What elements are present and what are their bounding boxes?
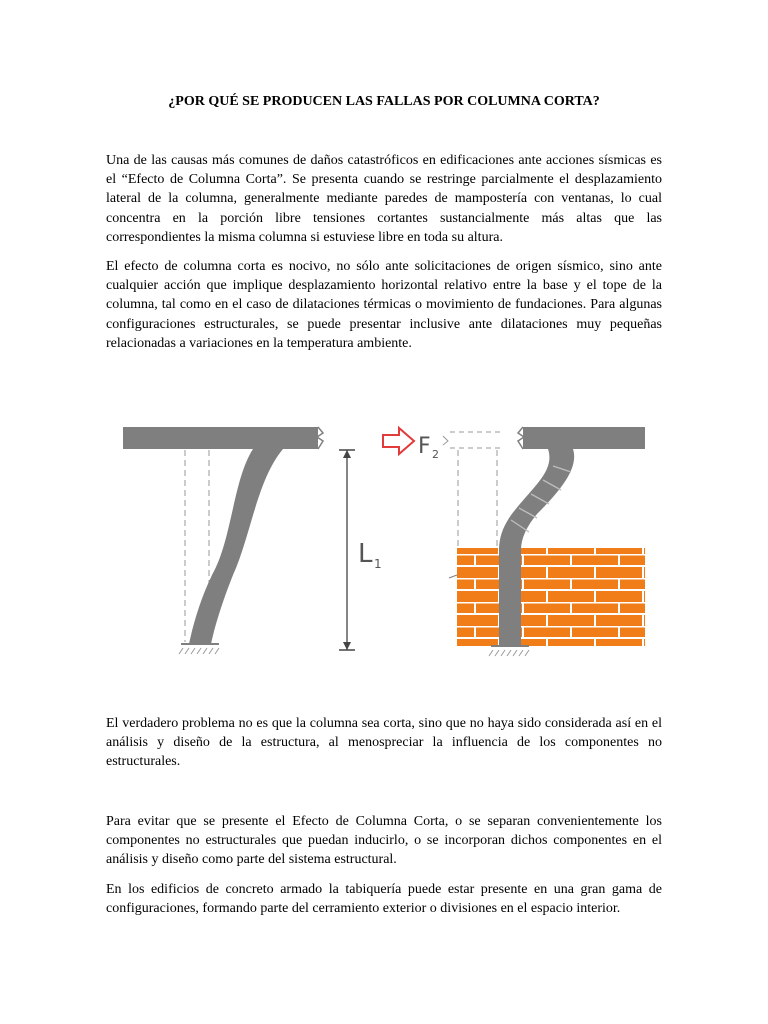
right-beam (523, 427, 645, 449)
paragraph-evitar: Para evitar que se presente el Efecto de Columna Corta, o se separan convenientemente los componentes no estructurales que puedan inducirlo, o se incorporan dichos componentes en el análisis y diseño como parte del sistema estructural. (106, 814, 662, 868)
right-column-lower (499, 548, 521, 646)
left-frame (123, 427, 323, 654)
brick-wall (457, 548, 645, 646)
right-short-column (499, 449, 574, 550)
short-column-figure (115, 410, 650, 672)
length-dimension (339, 450, 382, 650)
force-label-subscript: 2 (432, 448, 439, 461)
paragraph-intro: Una de las causas más comunes de daños catastróficos en edificaciones ante acciones sísmicas es el “Efecto de Columna Corta”. Se presenta cuando se restringe parcialmente el desplazamiento lateral de la columna, generalmente mediante paredes de mampostería con ventanas, lo cual concentra en la porción libre tensiones cortantes sustancialmente más altas que las correspondientes la misma columna si estuviese libre en toda su altura. (106, 153, 662, 245)
left-deformed-column (189, 449, 283, 644)
force-arrow-icon (383, 428, 414, 454)
force-label: F (418, 434, 431, 459)
paragraph-tabiqueria: En los edificios de concreto armado la tabiquería puede estar presente en una gran gama de configuraciones, formando parte del cerramiento exterior o divisiones en el espacio interior. (106, 882, 662, 917)
paragraph-nocivo: El efecto de columna corta es nocivo, no sólo ante solicitaciones de origen sísmico, sino ante cualquier acción que implique desplazamiento horizontal relativo entre la base y el tope de la columna, tal como en el caso de dilataciones térmicas o movimiento de fundaciones. Para algunas configuraciones estructurales, se puede presentar inclusive ante dilataciones muy pequeñas relacionadas a variaciones en la temperatura ambiente. (106, 259, 662, 351)
right-frame (383, 427, 645, 656)
length-label-subscript: 1 (374, 557, 382, 571)
left-beam (123, 427, 318, 449)
page-title: ¿POR QUÉ SE PRODUCEN LAS FALLAS POR COLUMNA CORTA? (168, 94, 600, 109)
paragraph-problema: El verdadero problema no es que la columna sea corta, sino que no haya sido considerada así en el análisis y diseño de la estructura, al menospreciar la influencia de los componentes no estructurales. (106, 716, 662, 770)
length-label: L (358, 539, 373, 569)
